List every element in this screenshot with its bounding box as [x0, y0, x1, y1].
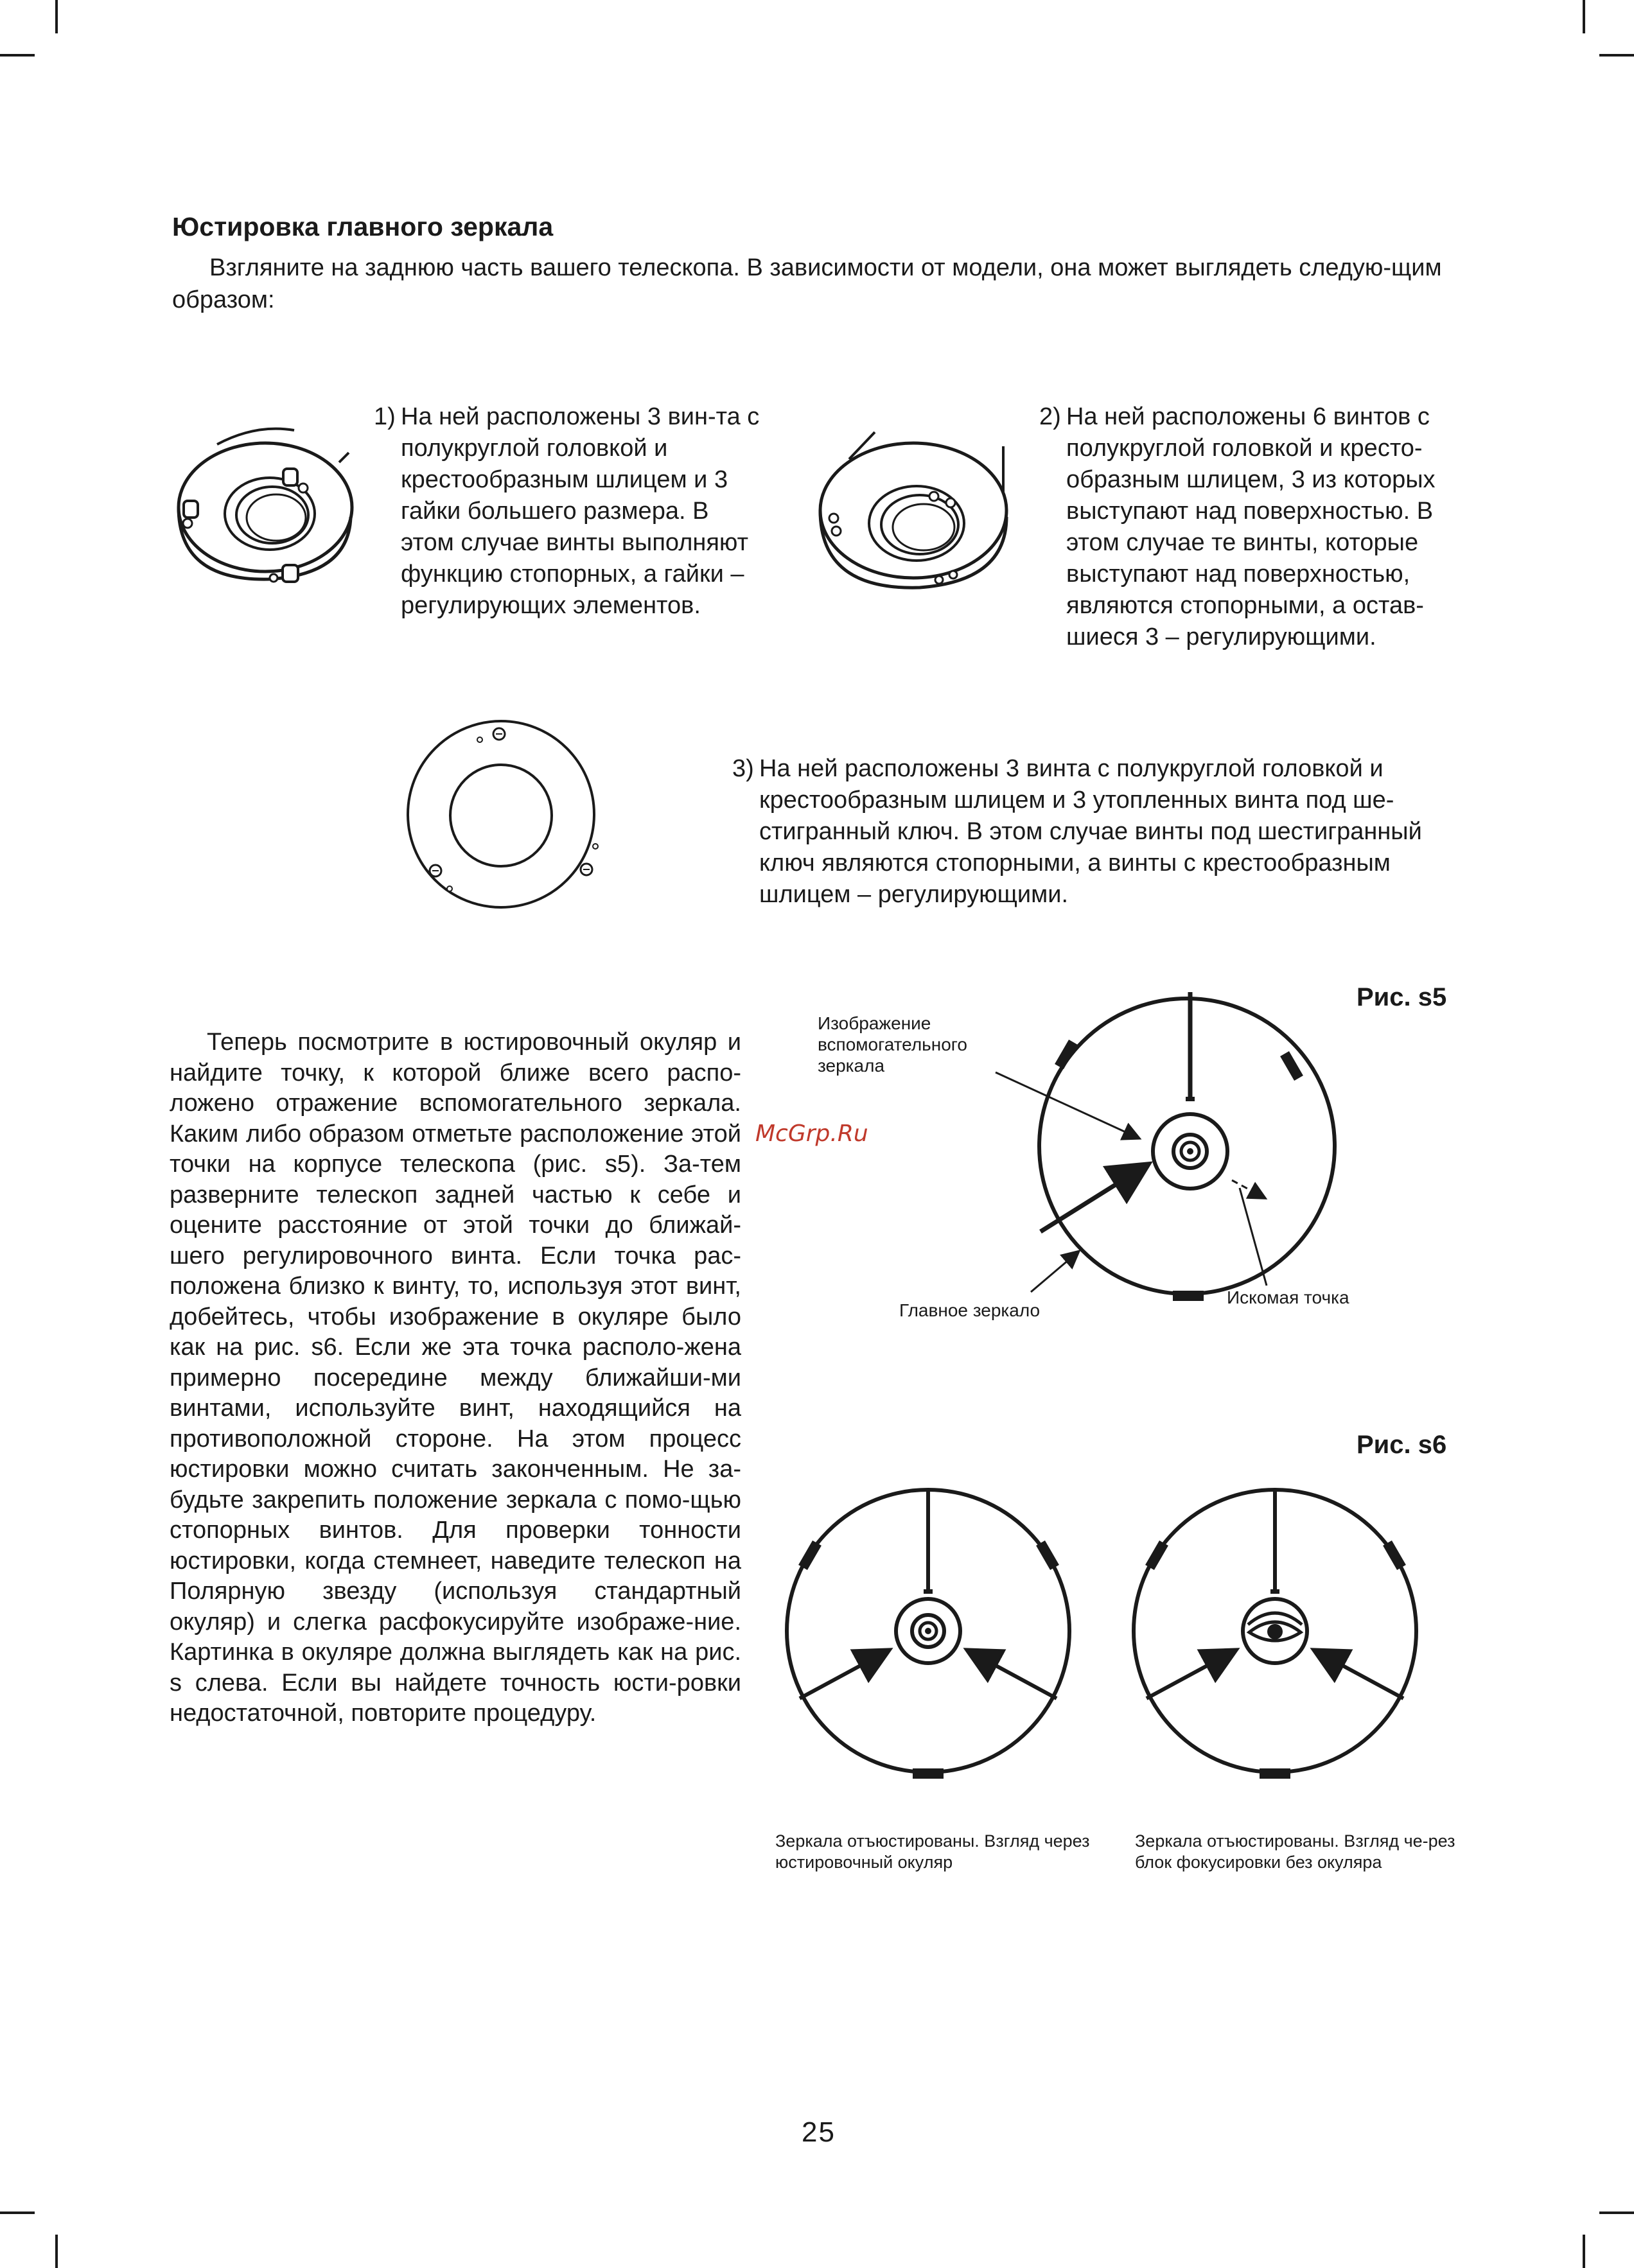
section-heading: Юстировка главного зеркала	[172, 212, 554, 241]
label-secondary-mirror-image: Изображение вспомогательного зеркала	[818, 1013, 967, 1076]
watermark-text: McGrp.Ru	[755, 1121, 868, 1147]
figure-s6-left-caption: Зеркала отъюстированы. Взгляд через юстировочный окуляр	[775, 1831, 1090, 1872]
crop-mark	[1583, 2235, 1585, 2268]
option-3-text: На ней расположены 3 винта с полукруглой головкой и крестообразным шлицем и 3 утопленных винта под ше-стигранный ключ. В этом случае винты под шестигранный ключ являются стопорными, а винты с крестообразным шлицем – регулирующими.	[759, 755, 1422, 908]
option-1-number: 1)	[374, 403, 396, 430]
figure-s5-title: Рис. s5	[1357, 983, 1447, 1011]
crop-mark	[0, 54, 35, 57]
option-3	[732, 753, 1477, 911]
crop-mark	[0, 2211, 35, 2214]
intro-paragraph: Взгляните на заднюю часть вашего телескопа. В зависимости от модели, она может выглядеть следую-щим образом:	[172, 254, 1442, 313]
crop-mark	[1599, 2211, 1634, 2214]
figure-s5-diagram	[989, 970, 1323, 1304]
crop-mark	[1599, 54, 1634, 57]
option-3-number: 3)	[732, 755, 754, 782]
figure-s6-right-diagram	[1127, 1483, 1423, 1779]
option-1-text: На ней расположены 3 вин-та с полукруглой головкой и крестообразным шлицем и 3 гайки большего размера. В этом случае винты выполняют функцию стопорных, а гайки – регулирующих элементов.	[401, 403, 760, 619]
label-target-point: Искомая точка	[1227, 1287, 1349, 1307]
rear-cell-type3-illustration	[405, 718, 597, 911]
page-number: 25	[802, 2116, 836, 2148]
body-paragraph: Теперь посмотрите в юстировочный окуляр и найдите точку, к которой ближе всего распо-ложено отражение вспомогательного зеркала. Каким либо образом отметьте расположение этой точки на корпусе телескопа (рис. s5). За-тем разверните телескоп задней частью к себе и оцените расстояние от этой точки до ближай-шего регулировочного винта. Если точка рас-положена близко к винту, то, используя этот винт, добейтесь, чтобы изображение в окуляре было как на рис. s6. Если же эта точка располо-жена примерно посередине между ближайши-ми винтами, используйте винт, находящийся на противоположной стороне. На этом процесс юстировки можно считать законченным. Не за-будьте закрепить положение зеркала с помо-щью стопорных винтов. Для проверки тонности юстировки, когда стемнеет, наведите телескоп на Полярную звезду (используя стандартный окуляр) и слегка расфокусируйте изображе-ние. Картинка в окуляре должна выглядеть как на рис. s слева. Если вы найдете точность юсти-ровки недостаточной, повторите процедуру.	[170, 1029, 741, 1727]
option-1	[374, 401, 767, 622]
crop-mark	[55, 0, 58, 33]
label-primary-mirror: Главное зеркало	[899, 1300, 1041, 1320]
rear-cell-type1-illustration	[166, 405, 358, 597]
option-2-number: 2)	[1039, 403, 1061, 430]
option-2	[1039, 401, 1476, 653]
crop-mark	[55, 2235, 58, 2268]
option-2-text: На ней расположены 6 винтов с полукруглой головкой и кресто-образным шлицем, 3 из которых выступают над поверхностью. В этом случае те винты, которые выступают над поверхностью, являются стопорными, а остав-шиеся 3 – регулирующими.	[1066, 403, 1436, 650]
crop-mark	[1583, 0, 1585, 33]
figure-s6-left-diagram	[780, 1483, 1076, 1779]
figure-s6-title: Рис. s6	[1357, 1431, 1447, 1459]
figure-s6-right-caption: Зеркала отъюстированы. Взгляд че-рез блок фокусировки без окуляра	[1135, 1831, 1455, 1872]
rear-cell-type2-illustration	[811, 421, 1016, 613]
